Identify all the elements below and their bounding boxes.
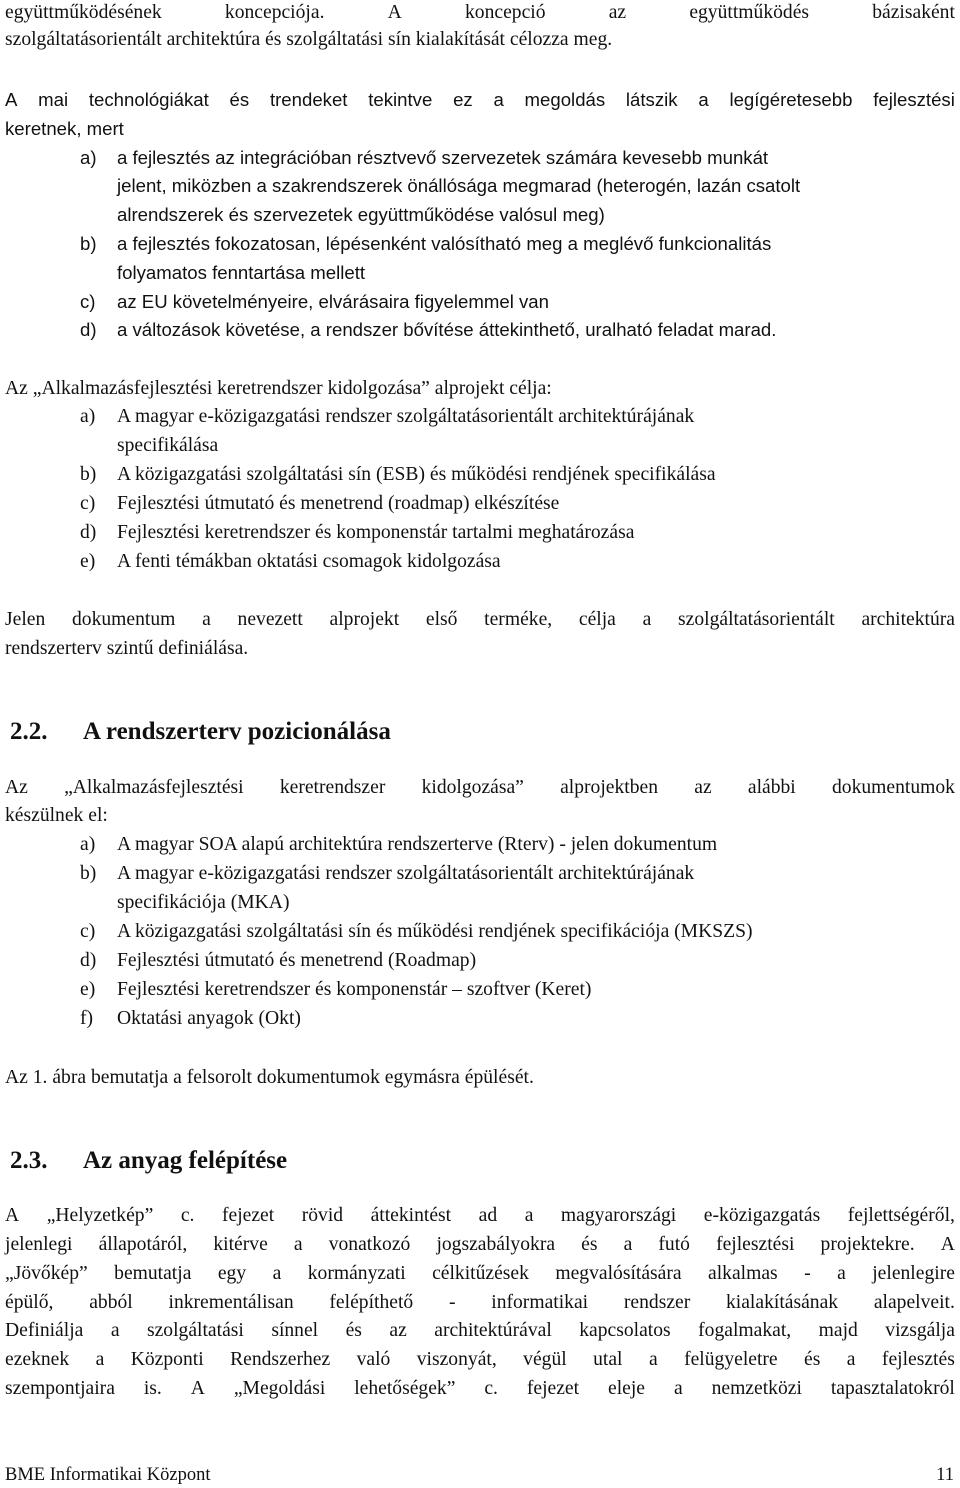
word: első [425,609,458,630]
word: a [623,1234,633,1255]
word: tekintve [368,89,433,110]
word: jelenlegi [5,1234,73,1255]
word: Központi [130,1349,204,1370]
word: áttekintést [370,1205,452,1226]
word: trendeket [269,89,348,110]
word: az [694,777,712,798]
word: A [940,1234,955,1255]
word: kitérve [213,1234,268,1255]
word: a [202,609,211,630]
list-item-line: Oktatási anyagok (Okt) [117,1008,301,1029]
word: szolgáltatási [146,1320,244,1341]
list-letter: a) [80,147,97,168]
list-letter: d) [80,319,97,340]
word: terméke, [484,609,553,630]
word: keretrendszer [279,777,386,798]
word: alkalmas [708,1263,778,1284]
section-title: Az anyag felépítése [83,1147,288,1174]
word: A [5,1205,20,1226]
word: mai [38,89,69,110]
word: és [229,89,250,110]
paragraph-line [5,1,955,25]
word: egy [217,1263,247,1284]
paragraph-line [5,1262,955,1286]
word: futó [658,1234,690,1255]
word: majd [818,1320,858,1341]
word: c. [484,1378,498,1399]
word: a [648,1349,658,1370]
word: az [608,2,627,23]
word: koncepciója. [224,2,325,23]
word: inkrementálisan [168,1292,294,1313]
list-item-line: A magyar e-közigazgatási rendszer szolgáltatásorientált architektúrájának [117,863,695,884]
word: jelenlegire [872,1263,955,1284]
word: architektúrával [434,1320,552,1341]
section-number: 2.2. [10,718,48,745]
list-item-line: A közigazgatási szolgáltatási sín és működési rendjének specifikációja (MKSZS) [117,921,753,942]
word: fejezet [221,1205,275,1226]
word: szempontjaira [5,1378,115,1399]
word: projektekre. [820,1234,915,1255]
word: is. [143,1378,162,1399]
paragraph-line: rendszerterv szintű definiálása. [5,638,249,659]
word: megoldás [524,89,606,110]
word: Rendszerhez [230,1349,331,1370]
list-item-line: A közigazgatási szolgáltatási sín (ESB) és működési rendjének specifikálása [117,464,716,485]
word: sínnel [271,1320,319,1341]
word: nemzetközi [711,1378,802,1399]
word: A [5,89,18,110]
word: alábbi [747,777,796,798]
word: bázisaként [872,2,955,23]
word: dokumentumok [831,777,955,798]
word: az [389,1320,407,1341]
word: a [846,1349,856,1370]
word: bemutatja [114,1263,192,1284]
word: végül [523,1349,567,1370]
word: technológiákat [88,89,209,110]
word: felépíthető [329,1292,414,1313]
word: tapasztalatokról [830,1378,955,1399]
word: A [190,1378,205,1399]
list-item-line: A magyar e-közigazgatási rendszer szolgáltatásorientált architektúrájának [117,406,695,427]
word: kapcsolatos [579,1320,671,1341]
paragraph-line [5,1291,955,1315]
word: célja [578,609,616,630]
list-letter: b) [80,863,97,884]
list-letter: a) [80,406,96,427]
list-item-line: a fejlesztés fokozatosan, lépésenként valósítható meg a meglévő funkcionalitás [117,233,772,254]
paragraph-line [5,88,955,112]
list-item-line: A magyar SOA alapú architektúra rendszerterve (Rterv) - jelen dokumentum [117,834,718,855]
list-item-line: az EU követelményeire, elvárásaira figyelemmel van [117,291,549,312]
word: szolgáltatásorientált [678,609,835,630]
word: abból [89,1292,133,1313]
word: felügyeletre [684,1349,778,1370]
word: alprojektben [560,777,659,798]
paragraph-line [5,1204,955,1228]
word: informatikai [491,1292,589,1313]
word: fejlesztési [716,1234,795,1255]
list-letter: b) [80,233,97,254]
word: együttműködés [689,2,810,23]
paragraph-line: keretnek, mert [5,118,124,139]
word: a [293,1234,303,1255]
word: a [272,1263,282,1284]
list-letter: c) [80,921,96,942]
word: e-közigazgatás [703,1205,821,1226]
word: való [356,1349,391,1370]
word: és [804,1349,821,1370]
word: alapelveit. [873,1292,955,1313]
word: fejezet [526,1378,580,1399]
word: ezeknek [5,1349,70,1370]
word: a [673,1378,683,1399]
list-letter: d) [80,522,97,543]
section-number: 2.3. [10,1147,48,1174]
word: fogalmakat, [698,1320,792,1341]
word: rövid [301,1205,344,1226]
word: és [345,1320,362,1341]
word: a [95,1349,105,1370]
word: eleje [608,1378,645,1399]
word: kidolgozása” [421,777,524,798]
list-item-line: Fejlesztési keretrendszer és komponenstár – szoftver (Keret) [117,979,592,1000]
word: fejlesztési [873,89,955,110]
list-item-line: Fejlesztési útmutató és menetrend (Roadmap) [117,950,477,971]
list-item-line: specifikációja (MKA) [117,892,290,913]
word: A [387,2,402,23]
word: épülő, [5,1292,54,1313]
word: együttműködésének [5,2,162,23]
list-letter: c) [80,493,96,514]
list-item-line: Fejlesztési útmutató és menetrend (roadmap) elkészítése [117,493,560,514]
word: nevezett [237,609,303,630]
paragraph-line: Az „Alkalmazásfejlesztési keretrendszer kidolgozása” alprojekt célja: [5,378,552,399]
word: megvalósítására [555,1263,682,1284]
paragraph-line [5,1377,955,1401]
word: vizsgálja [885,1320,955,1341]
footer-page-number: 11 [936,1465,954,1485]
footer-organization: BME Informatikai Központ [5,1465,211,1485]
word: a [524,1205,534,1226]
word: Jelen [5,609,46,630]
word: látszik [625,89,678,110]
word: „Helyzetkép” [46,1205,154,1226]
word: fejlesztés [881,1349,955,1370]
word: és [581,1234,598,1255]
word: vonatkozó [328,1234,411,1255]
list-item-line: folyamatos fenntartása mellett [117,262,366,283]
word: alprojekt [329,609,400,630]
word: dokumentum [71,609,176,630]
word: jogszabályokra [436,1234,556,1255]
word: a [642,609,652,630]
word: célkitűzések [432,1263,529,1284]
paragraph-line: szolgáltatásorientált architektúra és szolgáltatási sín kialakítását célozza meg. [5,29,613,50]
word: - [448,1292,456,1313]
paragraph-line [5,1319,955,1343]
word: lehetőségek” [354,1378,456,1399]
word: - [804,1263,811,1284]
word: ad [478,1205,498,1226]
word: fejlettségéről, [847,1205,955,1226]
list-letter: e) [80,551,96,572]
word: Az [5,777,28,798]
word: architektúra [861,609,955,630]
paragraph-line [5,1233,955,1257]
word: Definiálja [5,1320,84,1341]
list-item-line: alrendszerek és szervezetek együttműködése valósul meg) [117,204,605,225]
list-letter: e) [80,979,96,1000]
word: magyarországi [560,1205,677,1226]
word: legígéretesebb [729,89,853,110]
list-letter: d) [80,950,97,971]
section-title: A rendszerterv pozicionálása [83,718,391,745]
list-item-line: a változások követése, a rendszer bővítése áttekinthető, uralható feladat marad. [117,319,777,340]
word: a [110,1320,120,1341]
word: utal [593,1349,623,1370]
list-item-line: specifikálása [117,435,219,456]
list-item-line: a fejlesztés az integrációban résztvevő szervezetek számára kevesebb munkát [117,147,769,168]
word: „Megoldási [233,1378,326,1399]
word: rendszer [623,1292,691,1313]
list-letter: a) [80,834,96,855]
word: c. [180,1205,195,1226]
paragraph-line: készülnek el: [5,805,108,826]
paragraph-line: Az 1. ábra bemutatja a felsorolt dokumentumok egymásra épülését. [5,1067,534,1088]
list-item-line: jelent, miközben a szakrendszerek önállósága megmarad (heterogén, lazán csatolt [117,175,801,196]
word: a [493,89,504,110]
list-letter: f) [80,1008,94,1029]
word: a [698,89,709,110]
word: „Jövőkép” [5,1263,88,1284]
word: ez [453,89,473,110]
paragraph-line [5,776,955,800]
list-letter: b) [80,464,97,485]
list-letter: c) [80,291,96,312]
word: kormányzati [307,1263,406,1284]
paragraph-line [5,1348,955,1372]
paragraph-line [5,608,955,632]
word: a [837,1263,846,1284]
word: kialakításának [726,1292,839,1313]
list-item-line: Fejlesztési keretrendszer és komponenstár tartalmi meghatározása [117,522,635,543]
word: állapotáról, [98,1234,188,1255]
list-item-line: A fenti témákban oktatási csomagok kidolgozása [117,551,501,572]
word: viszonyát, [416,1349,497,1370]
word: koncepció [465,2,546,23]
word: „Alkalmazásfejlesztési [64,777,244,798]
